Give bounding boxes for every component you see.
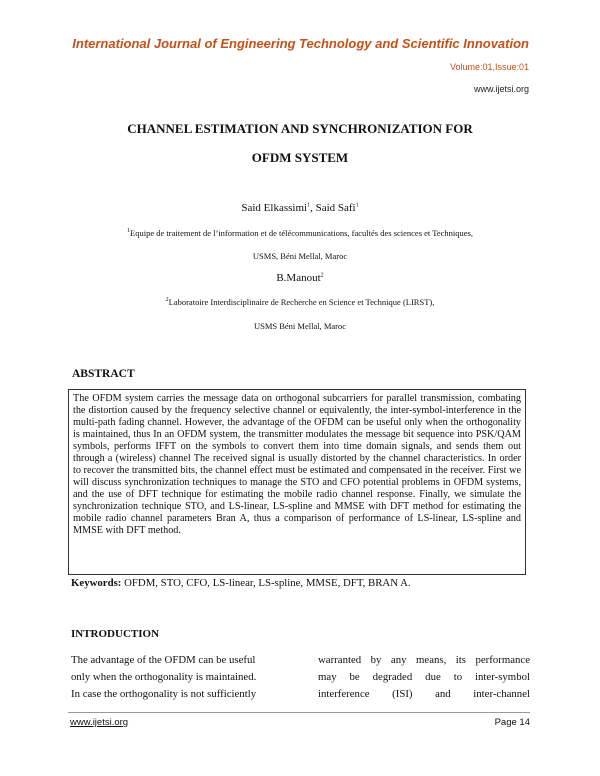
footer-divider bbox=[68, 712, 530, 713]
affiliation-1 bbox=[0, 228, 600, 238]
intro-line: only when the orthogonality is maintained. bbox=[71, 671, 257, 683]
author-name: B.Manout bbox=[276, 272, 321, 284]
abstract-heading: ABSTRACT bbox=[72, 368, 135, 380]
footer-website-link[interactable]: www.ijetsi.org bbox=[70, 717, 129, 728]
affiliation-2 bbox=[0, 297, 600, 307]
introduction-heading: INTRODUCTION bbox=[71, 628, 160, 640]
author-name: Said Elkassimi bbox=[241, 202, 308, 214]
affiliation-2-location: USMS Béni Mellal, Maroc bbox=[253, 321, 347, 331]
intro-line: The advantage of the OFDM can be useful bbox=[71, 654, 256, 666]
volume-issue: Volume:01,Issue:01 bbox=[449, 62, 529, 72]
header-website[interactable]: www.ijetsi.org bbox=[473, 84, 529, 94]
keywords-label: Keywords: bbox=[71, 577, 122, 589]
page-number: Page 14 bbox=[494, 717, 530, 728]
author-sup: 1 bbox=[307, 202, 311, 209]
keywords-line bbox=[71, 577, 541, 589]
abstract-body: The OFDM system carries the message data on orthogonal subcarriers for parallel transmission, combating the distortion caused by the frequency selective channel or equivalently, the inter-symbol-interference in the multi-path fading channel. However, the advantage of the OFDM can be useful only when the orthogonality is maintained, thus In an OFDM system, the transmitter modulates the message bit sequence into PSK/QAM symbols, performs IFFT on the symbols to convert them into time domain signals, and sends them out through a (wireless) channel The received signal is usually distorted by the channel characteristics. In order to recover the transmitted bits, the channel effect must be estimated and compensated in the receiver. First we will discuss synchronization techniques to manage the STO and CFO potential problems in OFDM systems, and the use of DFT technique for estimating the mobile radio channel response. Finally, we simulate the synchronization technique STO, and LS-linear, LS-spline and MMSE with DFT method for estimating the mobile radio channel parameters Bran A, thus a comparison of performance of LS-linear, LS-spline and MMSE with DFT method. bbox=[68, 389, 526, 575]
paper-title-line2: OFDM SYSTEM bbox=[251, 150, 349, 165]
paper-title-line1: CHANNEL ESTIMATION AND SYNCHRONIZATION FOR bbox=[127, 121, 473, 136]
intro-right-column bbox=[318, 652, 530, 703]
intro-line: In case the orthogonality is not sufficiently bbox=[71, 688, 257, 700]
authors-line bbox=[0, 202, 600, 214]
author-name: , Said Safi bbox=[310, 202, 356, 214]
affiliation-text: Equipe de traitement de l’information et de télécommunications, facultés des sciences et Techniques, bbox=[130, 228, 473, 238]
journal-title: International Journal of Engineering Technology and Scientific Innovation bbox=[72, 36, 529, 51]
intro-left-column bbox=[71, 652, 283, 703]
intro-line: warranted by any means, its performance bbox=[318, 654, 530, 666]
author-sup: 2 bbox=[320, 272, 324, 279]
author-2-line bbox=[0, 272, 600, 284]
keywords-text: OFDM, STO, CFO, LS-linear, LS-spline, MMSE, DFT, BRAN A. bbox=[121, 577, 411, 589]
affiliation-1-location: USMS, Béni Mellal, Maroc bbox=[252, 251, 348, 261]
intro-line: interference (ISI) and inter-channel bbox=[318, 688, 530, 700]
affiliation-sup: 2 bbox=[165, 297, 169, 304]
affiliation-sup: 1 bbox=[127, 228, 131, 235]
intro-line: may be degraded due to inter-symbol bbox=[318, 671, 530, 683]
affiliation-text: Laboratoire Interdisciplinaire de Recherche en Science et Technique (LIRST), bbox=[168, 297, 435, 307]
author-sup: 1 bbox=[355, 202, 359, 209]
